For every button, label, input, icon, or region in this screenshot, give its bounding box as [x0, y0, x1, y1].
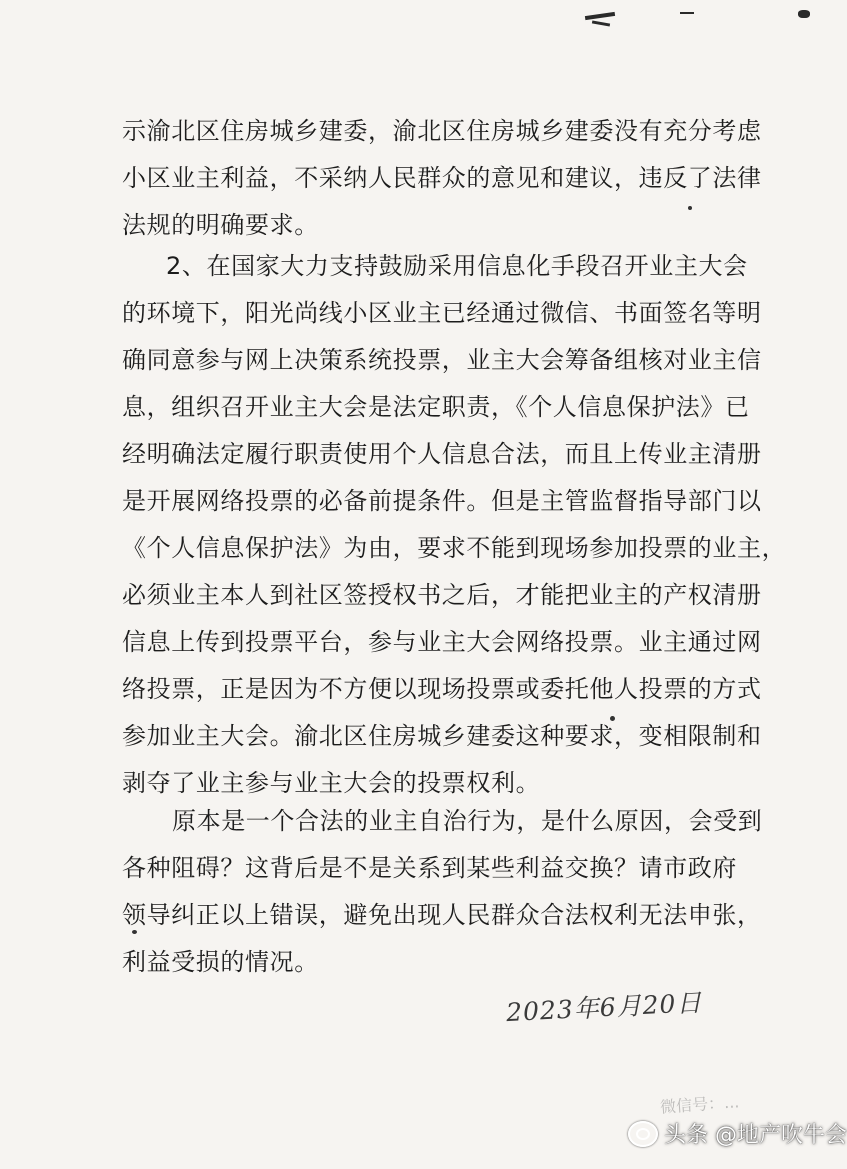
scan-artifact — [585, 12, 615, 20]
watermark-faint-text: 微信号：... — [659, 1092, 740, 1117]
text-line: 络投票，正是因为不方便以现场投票或委托他人投票的方式 — [122, 675, 762, 703]
toutiao-logo-icon — [628, 1121, 658, 1147]
paragraph-1 — [122, 108, 762, 249]
text-line: 领导纠正以上错误，避免出现人民群众合法权利无法申张， — [122, 901, 762, 929]
text-line: 《个人信息保护法》为由，要求不能到现场参加投票的业主， — [122, 534, 787, 562]
watermark — [628, 1118, 847, 1149]
scan-artifact — [680, 12, 694, 14]
paragraph-2 — [122, 243, 787, 807]
scan-artifact — [592, 20, 610, 26]
text-line: 信息上传到投票平台，参与业主大会网络投票。业主通过网 — [122, 628, 762, 656]
text-line: 利益受损的情况。 — [122, 948, 319, 976]
handwritten-date: 2023年6月20日 — [505, 987, 704, 1028]
text-line: 剥夺了业主参与业主大会的投票权利。 — [122, 769, 541, 797]
text-line: 息，组织召开业主大会是法定职责，《个人信息保护法》已 — [122, 393, 750, 421]
text-line: 各种阻碍？这背后是不是关系到某些利益交换？请市政府 — [122, 854, 737, 882]
paragraph-3 — [122, 798, 763, 986]
text-line: 经明确法定履行职责使用个人信息合法，而且上传业主清册 — [122, 440, 762, 468]
text-line: 原本是一个合法的业主自治行为，是什么原因，会受到 — [172, 807, 763, 835]
text-line: 的环境下，阳光尚线小区业主已经通过微信、书面签名等明 — [122, 299, 762, 327]
watermark-text: 头条 @地产吹牛会 — [664, 1123, 847, 1148]
text-line: 2、在国家大力支持鼓励采用信息化手段召开业主大会 — [166, 252, 748, 280]
text-line: 必须业主本人到社区签授权书之后，才能把业主的产权清册 — [122, 581, 762, 609]
text-line: 参加业主大会。渝北区住房城乡建委这种要求，变相限制和 — [122, 722, 762, 750]
text-line: 小区业主利益，不采纳人民群众的意见和建议，违反了法律 — [122, 164, 762, 192]
text-line: 是开展网络投票的必备前提条件。但是主管监督指导部门以 — [122, 487, 762, 515]
text-line: 法规的明确要求。 — [122, 211, 319, 239]
scan-artifact — [798, 10, 810, 18]
text-line: 确同意参与网上决策系统投票，业主大会筹备组核对业主信 — [122, 346, 762, 374]
text-line: 示渝北区住房城乡建委，渝北区住房城乡建委没有充分考虑 — [122, 117, 762, 145]
